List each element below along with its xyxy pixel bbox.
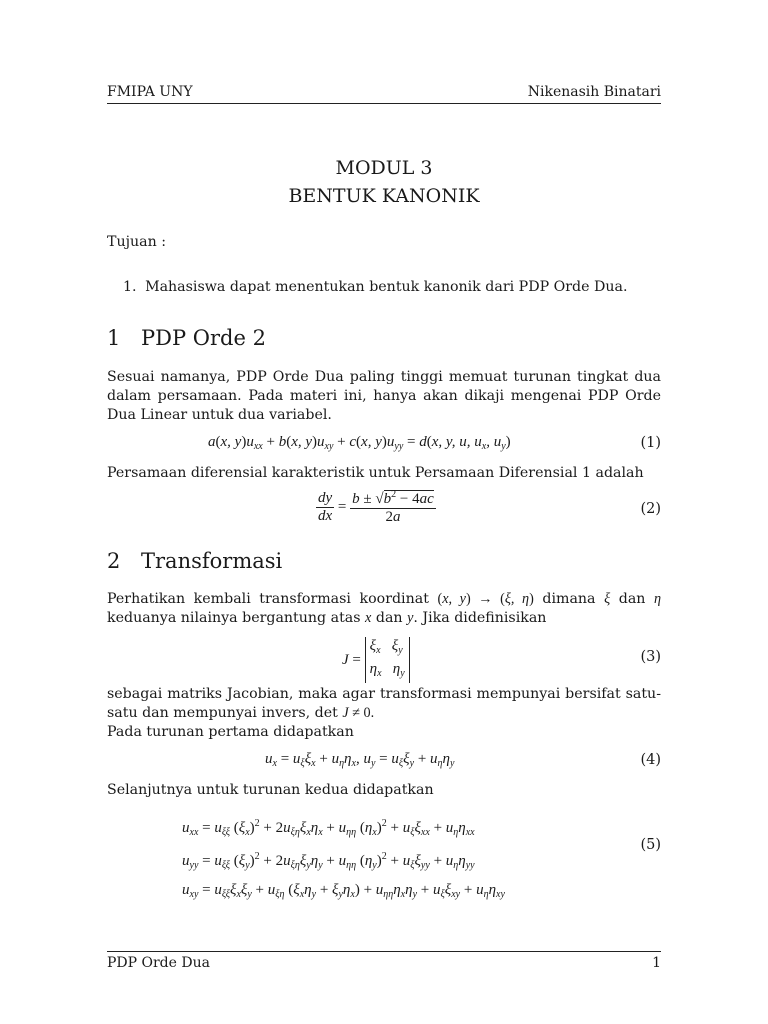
section-2-para-2: sebagai matriks Jacobian, maka agar transformasi mempunyai bersifat satu-satu dan mempunyai invers, det J ≠ 0. bbox=[107, 686, 661, 721]
section-1-para-2: Persamaan diferensial karakteristik untuk Persamaan Diferensial 1 adalah bbox=[107, 465, 644, 481]
section-2-para-4: Selanjutnya untuk turunan kedua didapatkan bbox=[107, 782, 434, 798]
tujuan-item-number: 1. bbox=[123, 279, 137, 295]
equation-2: $\frac{dy}{dx}$ = $\frac{b \pm √b^2 - 4ac}{2a}$ bbox=[318, 489, 434, 525]
para-text: . Jika didefinisikan bbox=[413, 610, 547, 626]
para-text: sebagai matriks Jacobian, maka agar transformasi mempunyai bersifat satu-satu dan mempunyai invers, det bbox=[107, 686, 661, 721]
section-2-para-3: Pada turunan pertama didapatkan bbox=[107, 724, 354, 740]
equation-3: J = $\xi_x$ $\xi_y$ $\eta_x$ $\eta_y$ bbox=[342, 637, 410, 683]
section-2-title: Transformasi bbox=[141, 549, 283, 573]
header-rule bbox=[107, 103, 661, 104]
para-text: keduanya nilainya bergantung atas bbox=[107, 610, 361, 626]
section-2-heading bbox=[107, 549, 282, 573]
equation-4-number: (4) bbox=[640, 752, 661, 768]
header-right: Nikenasih Binatari bbox=[527, 84, 661, 100]
section-1-para-1: Sesuai namanya, PDP Orde Dua paling tinggi memuat turunan tingkat dua dalam persamaan. Pada materi ini, hanya akan dikaji mengenai PDP Orde Dua Linear untuk dua variabel. bbox=[107, 369, 661, 423]
section-2-para-1: Perhatikan kembali transformasi koordinat (x, y) → (ξ, η) dimana ξ dan η keduanya nilainya bergantung atas x dan y. Jika didefinisikan bbox=[107, 591, 662, 626]
para-text: dimana bbox=[542, 591, 596, 607]
equation-5-line-3: $u_{xy} = u_{\xi\xi}\xi_x\xi_y + u_{\xi\eta}$ $(\xi_x\eta_y + \xi_y\eta_x) + u_{\eta\eta}\eta_x\eta_y + u_\xi\xi_{xy} + u_\eta\eta_{xy}$ bbox=[182, 882, 505, 900]
equation-5-line-1: $u_{xx} = u_{\xi\xi}$ $(\xi_x)^2 + 2u_{\xi\eta}\xi_x\eta_x + u_{\eta\eta}$ $(\eta_x)^2 + u_\xi\xi_{xx} + u_\eta\eta_{xx}$ bbox=[182, 818, 475, 838]
equation-3-number: (3) bbox=[640, 649, 661, 665]
section-1-heading bbox=[107, 326, 266, 350]
page-number: 1 bbox=[652, 955, 661, 971]
tujuan-item-text: Mahasiswa dapat menentukan bentuk kanonik dari PDP Orde Dua. bbox=[145, 279, 628, 295]
section-1-title: PDP Orde 2 bbox=[141, 326, 266, 350]
equation-5 bbox=[182, 812, 505, 907]
header-left: FMIPA UNY bbox=[107, 84, 193, 100]
para-text: Perhatikan kembali transformasi koordinat bbox=[107, 591, 429, 607]
section-1-number: 1 bbox=[107, 326, 121, 350]
title-line-1: MODUL 3 bbox=[335, 157, 433, 179]
section-2-number: 2 bbox=[107, 549, 121, 573]
equation-5-line-2: $u_{yy} = u_{\xi\xi}$ $(\xi_y)^2 + 2u_{\xi\eta}\xi_y\eta_y + u_{\eta\eta}$ $(\eta_y)^2 + u_\xi\xi_{yy} + u_\eta\eta_{yy}$ bbox=[182, 851, 475, 871]
tujuan-list-item bbox=[123, 279, 628, 295]
equation-2-number: (2) bbox=[640, 501, 661, 517]
equation-1: a(x, $y)u_{xx} + b(x$, $y)u_{xy} + c(x$, $y)u_{yy} = d(x$, y, u, $u_x$, $u_y$) bbox=[208, 434, 511, 452]
title-line-2: BENTUK KANONIK bbox=[288, 185, 480, 207]
equation-5-number: (5) bbox=[640, 837, 661, 853]
footer-rule bbox=[107, 951, 661, 952]
equation-1-number: (1) bbox=[640, 435, 661, 451]
tujuan-label: Tujuan : bbox=[107, 234, 167, 250]
equation-4: $u_x = u_\xi\xi_x + u_\eta\eta_x$, $u_y = u_\xi\xi_y + u_\eta\eta_y$ bbox=[265, 751, 455, 769]
para-text: dan bbox=[375, 610, 403, 626]
para-text: dan bbox=[618, 591, 646, 607]
footer-left: PDP Orde Dua bbox=[107, 955, 210, 971]
